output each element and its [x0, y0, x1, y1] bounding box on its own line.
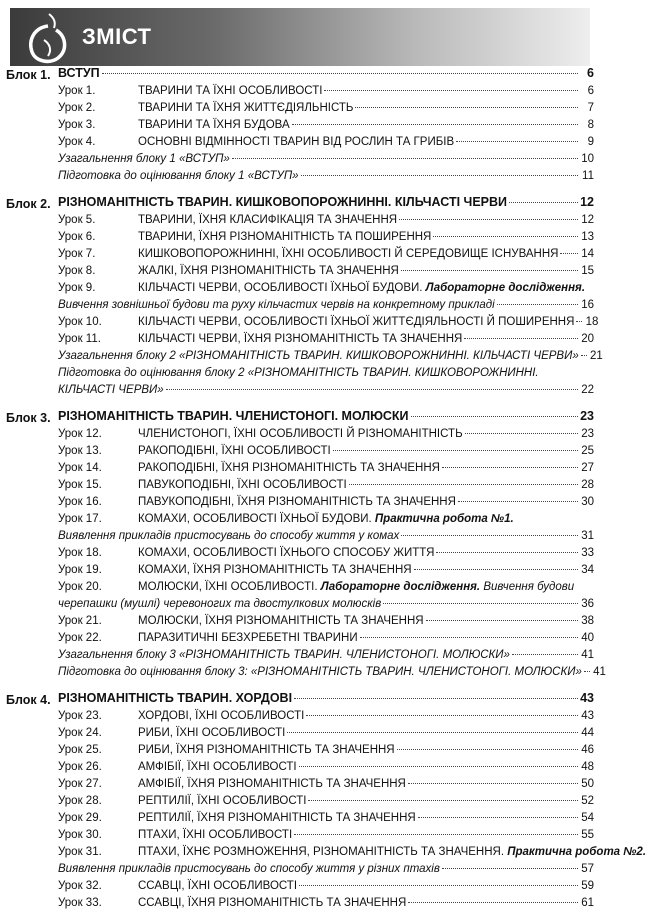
lesson-number: Урок 25.	[58, 744, 102, 756]
toc-entry[interactable]	[58, 598, 594, 615]
entry-title: ЖАЛКІ, ЇХНЯ РІЗНОМАНІТНІСТЬ ТА ЗНАЧЕННЯ	[138, 265, 399, 277]
dot-leader	[360, 637, 578, 638]
toc-entry[interactable]	[58, 153, 594, 170]
toc-entry[interactable]	[58, 615, 594, 632]
toc-entry[interactable]	[58, 231, 594, 248]
entry-title: КОМАХИ, ОСОБЛИВОСТІ ЇХНЬОГО СПОСОБУ ЖИТТЯ	[138, 547, 435, 559]
block-title-row[interactable]	[58, 409, 594, 428]
entry-title: КІЛЬЧАСТІ ЧЕРВИ»	[58, 384, 164, 396]
dot-leader	[465, 433, 578, 434]
dot-leader	[433, 236, 578, 237]
lesson-number: Урок 32.	[58, 880, 102, 892]
page-number: 59	[581, 880, 594, 892]
dot-leader	[458, 501, 578, 502]
entry-title: РАКОПОДІБНІ, ЇХНІ ОСОБЛИВОСТІ	[138, 445, 331, 457]
lesson-number: Урок 24.	[58, 727, 102, 739]
entry-title: Узагальнення блоку 3 «РІЗНОМАНІТНІСТЬ ТВАРИН. ЧЛЕНИСТОНОГІ. МОЛЮСКИ»	[58, 649, 510, 661]
page-number: 48	[581, 761, 594, 773]
entry-title: ПТАХИ, ЇХНІ ОСОБЛИВОСТІ	[138, 829, 293, 841]
page-number: 25	[581, 445, 594, 457]
page-number: 43	[581, 710, 594, 722]
page-number: 34	[581, 564, 594, 576]
page-number: 44	[581, 727, 594, 739]
entry-title: КІЛЬЧАСТІ ЧЕРВИ, ОСОБЛИВОСТІ ЇХНЬОЇ ЖИТТЄДІЯЛЬНОСТІ Й ПОШИРЕННЯ	[138, 316, 575, 328]
lesson-number: Урок 13.	[58, 445, 102, 457]
toc-entry[interactable]	[58, 564, 594, 581]
leaf-logo-icon	[24, 10, 74, 66]
lesson-number: Урок 15.	[58, 479, 102, 491]
entry-title: МОЛЮСКИ, ЇХНІ ОСОБЛИВОСТІ.	[138, 581, 318, 593]
entry-title: Узагальнення блоку 1 «ВСТУП»	[58, 153, 230, 165]
block-label: Блок 3.	[6, 411, 51, 425]
entry-title: РЕПТИЛІЇ, ЇХНІ ОСОБЛИВОСТІ	[138, 795, 307, 807]
toc-entry[interactable]	[58, 513, 594, 530]
toc-block	[0, 409, 606, 691]
lesson-number: Урок 8.	[58, 265, 96, 277]
block-title-row[interactable]	[58, 195, 594, 214]
toc-entry[interactable]	[58, 547, 594, 564]
entry-title: черепашки (мушлі) черевоногих та двостулкових молюсків	[58, 598, 382, 610]
entry-title: Виявлення прикладів пристосувань до способу життя у комах	[58, 530, 400, 542]
page-number: 46	[581, 744, 594, 756]
dot-leader	[397, 749, 578, 750]
toc-entry[interactable]	[58, 428, 594, 445]
entry-title: ПАВУКОПОДІБНІ, ЇХНЯ РІЗНОМАНІТНІСТЬ ТА ЗНАЧЕННЯ	[138, 496, 456, 508]
entry-activity: Лабораторне дослідження.	[320, 581, 481, 593]
dot-leader	[383, 603, 578, 604]
lesson-number: Урок 3.	[58, 119, 96, 131]
entry-title: Узагальнення блоку 2 «РІЗНОМАНІТНІСТЬ ТВАРИН. КИШКОВОРОЖНИННІ. КІЛЬЧАСТІ ЧЕРВИ»	[58, 350, 579, 362]
toc-block	[0, 66, 600, 195]
toc-entry[interactable]	[58, 863, 594, 880]
dot-leader	[294, 834, 578, 835]
entry-title: Вивчення зовнішньої будови та руху кільчастих червів на конкретному прикладі	[58, 299, 495, 311]
entry-title: КІЛЬЧАСТІ ЧЕРВИ, ОСОБЛИВОСТІ ЇХНЬОЇ БУДОВИ.	[138, 282, 423, 294]
page-number: 11	[582, 170, 594, 182]
toc-entry[interactable]	[58, 85, 594, 102]
lesson-number: Урок 4.	[58, 136, 96, 148]
page-number: 41	[581, 649, 594, 661]
toc-entry[interactable]	[58, 778, 594, 795]
page-number: 12	[580, 195, 594, 209]
toc-entry[interactable]	[58, 299, 594, 316]
toc-entry[interactable]	[58, 282, 594, 299]
dot-leader	[414, 569, 578, 570]
page-number: 43	[580, 691, 594, 705]
toc-entry[interactable]	[58, 367, 594, 384]
entry-activity-detail: Вивчення будови	[483, 581, 575, 593]
lesson-number: Урок 9.	[58, 282, 96, 294]
entry-activity: Практична робота №2.	[507, 846, 646, 858]
page-number: 8	[587, 119, 594, 131]
block-spacer	[0, 401, 600, 409]
block-title-row[interactable]	[58, 66, 594, 85]
entry-title: ТВАРИНИ, ЇХНЯ РІЗНОМАНІТНІСТЬ ТА ПОШИРЕННЯ	[138, 231, 432, 243]
lesson-number: Урок 11.	[58, 333, 101, 345]
page-number: 27	[581, 462, 594, 474]
page-number: 23	[580, 409, 594, 423]
toc-entry[interactable]	[58, 812, 594, 829]
page-number: 6	[587, 85, 594, 97]
dot-leader	[287, 732, 578, 733]
page-number: 57	[581, 863, 594, 875]
page-number: 36	[581, 598, 594, 610]
block-spacer	[0, 187, 600, 195]
page-number: 12	[581, 214, 594, 226]
page-number: 9	[587, 136, 594, 148]
toc-entry[interactable]	[58, 119, 594, 136]
entry-title: ТВАРИНИ ТА ЇХНЯ БУДОВА	[138, 119, 290, 131]
lesson-number: Урок 21.	[58, 615, 102, 627]
dot-leader	[299, 885, 578, 886]
page-number: 21	[589, 350, 603, 362]
lesson-number: Урок 22.	[58, 632, 102, 644]
entry-title: ПТАХИ, ЇХНЄ РОЗМНОЖЕННЯ, РІЗНОМАНІТНІСТЬ ТА ЗНАЧЕННЯ.	[138, 846, 505, 858]
page-number: 41	[593, 666, 606, 678]
page-number: 50	[581, 778, 594, 790]
page-number: 22	[581, 384, 594, 396]
entry-title: АМФІБІЇ, ЇХНЯ РІЗНОМАНІТНІСТЬ ТА ЗНАЧЕННЯ	[138, 778, 406, 790]
dot-leader	[308, 800, 578, 801]
toc-entry[interactable]	[58, 761, 594, 778]
entry-title: ПАРАЗИТИЧНІ БЕЗХРЕБЕТНІ ТВАРИНИ	[138, 632, 358, 644]
dot-leader	[436, 552, 578, 553]
toc-entry[interactable]	[58, 479, 594, 496]
toc-entry[interactable]	[58, 333, 594, 350]
block-spacer	[0, 914, 600, 922]
toc-entry[interactable]	[58, 496, 594, 513]
toc-entry[interactable]	[58, 632, 594, 649]
dot-leader	[512, 654, 578, 655]
page-number: 33	[581, 547, 594, 559]
toc-entry[interactable]	[58, 744, 594, 761]
toc-entry[interactable]	[58, 897, 594, 914]
entry-title: ТВАРИНИ ТА ЇХНІ ОСОБЛИВОСТІ	[138, 85, 323, 97]
block-title: ВСТУП	[58, 66, 100, 80]
toc-entry[interactable]	[58, 666, 606, 683]
dot-leader	[102, 73, 578, 74]
dot-leader	[576, 321, 582, 322]
page-number: 18	[585, 316, 599, 328]
toc-entry[interactable]	[58, 710, 594, 727]
entry-title: ОСНОВНІ ВІДМІННОСТІ ТВАРИН ВІД РОСЛИН ТА ГРИБІВ	[138, 136, 455, 148]
lesson-number: Урок 16.	[58, 496, 102, 508]
dot-leader	[584, 671, 590, 672]
block-spacer	[0, 683, 600, 691]
table-of-contents	[0, 66, 646, 922]
block-title: РІЗНОМАНІТНІСТЬ ТВАРИН. ЧЛЕНИСТОНОГІ. МОЛЮСКИ	[58, 409, 409, 423]
toc-entry[interactable]	[58, 445, 594, 462]
block-title: РІЗНОМАНІТНІСТЬ ТВАРИН. КИШКОВОПОРОЖНИННІ. КІЛЬЧАСТІ ЧЕРВИ	[58, 195, 508, 209]
entry-title: РИБИ, ЇХНЯ РІЗНОМАНІТНІСТЬ ТА ЗНАЧЕННЯ	[138, 744, 395, 756]
lesson-number: Урок 30.	[58, 829, 102, 841]
page-number: 10	[581, 153, 594, 165]
entry-title: МОЛЮСКИ, ЇХНЯ РІЗНОМАНІТНІСТЬ ТА ЗНАЧЕННЯ	[138, 615, 424, 627]
entry-title: АМФІБІЇ, ЇХНІ ОСОБЛИВОСТІ	[138, 761, 297, 773]
lesson-number: Урок 31.	[58, 846, 102, 858]
block-title-row[interactable]	[58, 691, 594, 710]
page-number: 38	[581, 615, 594, 627]
page-number: 13	[581, 231, 594, 243]
lesson-number: Урок 6.	[58, 231, 96, 243]
dot-leader	[442, 467, 578, 468]
lesson-number: Урок 14.	[58, 462, 102, 474]
dot-leader	[355, 107, 578, 108]
page-number: 28	[581, 479, 594, 491]
block-label: Блок 1.	[6, 68, 51, 82]
entry-title: Виявлення прикладів пристосувань до способу життя у різних птахів	[58, 863, 440, 875]
page-number: 54	[581, 812, 594, 824]
lesson-number: Урок 19.	[58, 564, 102, 576]
entry-title: Підготовка до оцінювання блоку 2 «РІЗНОМАНІТНІСТЬ ТВАРИН. КИШКОВОРОЖНИННІ.	[58, 367, 539, 379]
dot-leader	[294, 698, 578, 699]
toc-entry[interactable]	[58, 248, 594, 265]
dot-leader	[509, 202, 578, 203]
dot-leader	[497, 304, 578, 305]
toc-entry[interactable]	[58, 316, 599, 333]
lesson-number: Урок 5.	[58, 214, 96, 226]
dot-leader	[324, 90, 578, 91]
entry-title: Підготовка до оцінювання блоку 1 «ВСТУП»	[58, 170, 299, 182]
toc-entry[interactable]	[58, 649, 594, 666]
entry-title: ХОРДОВІ, ЇХНІ ОСОБЛИВОСТІ	[138, 710, 305, 722]
dot-leader	[426, 620, 578, 621]
entry-title: КІЛЬЧАСТІ ЧЕРВИ, ЇХНЯ РІЗНОМАНІТНІСТЬ ТА ЗНАЧЕННЯ	[138, 333, 463, 345]
dot-leader	[166, 389, 578, 390]
toc-entry[interactable]	[58, 350, 603, 367]
lesson-number: Урок 20.	[58, 581, 102, 593]
toc-entry[interactable]	[58, 727, 594, 744]
entry-title: КИШКОВОПОРОЖНИННІ, ЇХНІ ОСОБЛИВОСТІ Й СЕРЕДОВИЩЕ ІСНУВАННЯ	[138, 248, 559, 260]
dot-leader	[299, 766, 578, 767]
dot-leader	[401, 270, 578, 271]
lesson-number: Урок 10.	[58, 316, 102, 328]
toc-block	[0, 195, 603, 409]
dot-leader	[399, 219, 578, 220]
lesson-number: Урок 23.	[58, 710, 102, 722]
page-number: 6	[587, 66, 594, 80]
lesson-number: Урок 26.	[58, 761, 102, 773]
toc-entry[interactable]	[58, 214, 594, 231]
entry-title: Підготовка до оцінювання блоку 3: «РІЗНОМАНІТНІСТЬ ТВАРИН. ЧЛЕНИСТОНОГІ. МОЛЮСКИ»	[58, 666, 582, 678]
dot-leader	[456, 141, 578, 142]
lesson-number: Урок 2.	[58, 102, 96, 114]
entry-title: ПАВУКОПОДІБНІ, ЇХНІ ОСОБЛИВОСТІ	[138, 479, 347, 491]
page-number: 61	[581, 897, 594, 909]
toc-entry[interactable]	[58, 384, 594, 401]
page-number: 16	[581, 299, 594, 311]
page-number: 31	[581, 530, 594, 542]
toc-entry[interactable]	[58, 530, 594, 547]
page-number: 20	[581, 333, 594, 345]
dot-leader	[301, 175, 578, 176]
toc-entry[interactable]	[58, 829, 594, 846]
dot-leader	[349, 484, 578, 485]
dot-leader	[411, 416, 578, 417]
page-title: ЗМІСТ	[82, 24, 152, 49]
dot-leader	[418, 817, 578, 818]
block-label: Блок 4.	[6, 693, 51, 707]
lesson-number: Урок 28.	[58, 795, 102, 807]
page-number: 40	[581, 632, 594, 644]
entry-title: ТВАРИНИ ТА ЇХНЯ ЖИТТЄДІЯЛЬНІСТЬ	[138, 102, 354, 114]
dot-leader	[292, 124, 578, 125]
entry-title: РИБИ, ЇХНІ ОСОБЛИВОСТІ	[138, 727, 286, 739]
dot-leader	[408, 902, 578, 903]
dot-leader	[232, 158, 578, 159]
toc-block	[0, 691, 646, 922]
header-banner	[10, 8, 590, 66]
block-label: Блок 2.	[6, 197, 51, 211]
entry-activity: Практична робота №1.	[374, 513, 514, 525]
lesson-number: Урок 33.	[58, 897, 102, 909]
lesson-number: Урок 29.	[58, 812, 102, 824]
toc-entry[interactable]	[58, 795, 594, 812]
toc-entry[interactable]	[58, 170, 594, 187]
lesson-number: Урок 18.	[58, 547, 102, 559]
dot-leader	[560, 253, 578, 254]
block-title: РІЗНОМАНІТНІСТЬ ТВАРИН. ХОРДОВІ	[58, 691, 293, 705]
lesson-number: Урок 1.	[58, 85, 96, 97]
dot-leader	[401, 535, 578, 536]
page-number: 14	[581, 248, 594, 260]
entry-title: ТВАРИНИ, ЇХНЯ КЛАСИФІКАЦІЯ ТА ЗНАЧЕННЯ	[138, 214, 398, 226]
lesson-number: Урок 27.	[58, 778, 102, 790]
toc-entry[interactable]	[58, 265, 594, 282]
entry-activity: Лабораторне дослідження.	[425, 282, 586, 294]
toc-entry[interactable]	[58, 581, 594, 598]
page-number: 52	[581, 795, 594, 807]
entry-title: ЧЛЕНИСТОНОГІ, ЇХНІ ОСОБЛИВОСТІ Й РІЗНОМАНІТНІСТЬ	[138, 428, 463, 440]
toc-entry[interactable]	[58, 846, 646, 863]
entry-title: ССАВЦІ, ЇХНІ ОСОБЛИВОСТІ	[138, 880, 298, 892]
page-number: 30	[581, 496, 594, 508]
entry-title: РЕПТИЛІЇ, ЇХНЯ РІЗНОМАНІТНІСТЬ ТА ЗНАЧЕННЯ	[138, 812, 416, 824]
dot-leader	[464, 338, 578, 339]
dot-leader	[442, 868, 578, 869]
dot-leader	[306, 715, 578, 716]
page-number: 55	[581, 829, 594, 841]
toc-entry[interactable]	[58, 102, 594, 119]
entry-title: РАКОПОДІБНІ, ЇХНЯ РІЗНОМАНІТНІСТЬ ТА ЗНАЧЕННЯ	[138, 462, 440, 474]
lesson-number: Урок 12.	[58, 428, 102, 440]
entry-title: КОМАХИ, ЇХНЯ РІЗНОМАНІТНІСТЬ ТА ЗНАЧЕННЯ	[138, 564, 412, 576]
toc-entry[interactable]	[58, 462, 594, 479]
lesson-number: Урок 7.	[58, 248, 96, 260]
page-number: 7	[587, 102, 594, 114]
dot-leader	[581, 355, 587, 356]
dot-leader	[333, 450, 578, 451]
entry-title: ССАВЦІ, ЇХНЯ РІЗНОМАНІТНІСТЬ ТА ЗНАЧЕННЯ	[138, 897, 407, 909]
page-number: 23	[581, 428, 594, 440]
entry-title: КОМАХИ, ОСОБЛИВОСТІ ЇХНЬОЇ БУДОВИ.	[138, 513, 372, 525]
toc-entry[interactable]	[58, 136, 594, 153]
dot-leader	[408, 783, 578, 784]
lesson-number: Урок 17.	[58, 513, 102, 525]
toc-entry[interactable]	[58, 880, 594, 897]
page-number: 15	[581, 265, 594, 277]
